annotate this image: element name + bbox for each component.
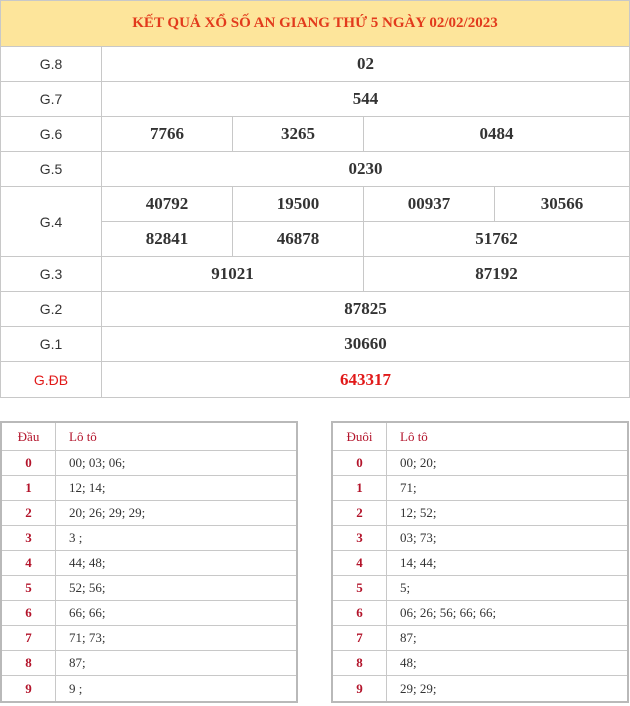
prize-number: 02: [357, 54, 374, 73]
loto-key: 5: [2, 576, 56, 600]
loto-key: 3: [2, 526, 56, 550]
loto-values: 87;: [400, 630, 417, 645]
loto-values: 5;: [400, 580, 411, 595]
prize-number: 87192: [475, 264, 518, 283]
loto-values: 9 ;: [69, 680, 83, 696]
loto-row: [333, 551, 627, 576]
prize-row-g1: [1, 327, 629, 362]
prize-row-g3: [1, 257, 629, 292]
loto-key: 6: [2, 601, 56, 625]
loto-header-val: Lô tô: [400, 428, 428, 444]
prize-row-special: [1, 362, 629, 397]
prize-name: G.3: [1, 257, 102, 291]
special-prize-number: 643317: [340, 369, 391, 389]
prize-number: 19500: [233, 187, 364, 221]
loto-key: 7: [2, 626, 56, 650]
loto-values: 71;: [400, 480, 417, 495]
loto-values: 12; 52;: [400, 505, 437, 520]
loto-header-row: [2, 423, 296, 451]
prize-number: 7766: [102, 117, 233, 151]
loto-row: [333, 451, 627, 476]
prize-row-g5: [1, 152, 629, 187]
loto-key: 4: [2, 551, 56, 575]
loto-key: 8: [2, 651, 56, 675]
loto-row: [333, 576, 627, 601]
loto-row: [333, 501, 627, 526]
prize-name: G.5: [1, 152, 102, 186]
results-title: KẾT QUẢ XỔ SỐ AN GIANG THỨ 5 NGÀY 02/02/2023: [1, 1, 629, 47]
prize-name: G.7: [1, 82, 102, 116]
loto-values: 3 ;: [69, 530, 83, 545]
loto-row: [2, 501, 296, 526]
loto-key: 6: [333, 601, 387, 625]
prize-row-g6: [1, 117, 629, 152]
loto-row: [2, 626, 296, 651]
prize-name: G.4: [1, 187, 102, 256]
loto-header-row: [333, 423, 627, 451]
loto-key: 3: [333, 526, 387, 550]
loto-values: 03; 73;: [400, 530, 437, 545]
prize-number: 30660: [344, 334, 387, 353]
loto-key: 8: [333, 651, 387, 675]
loto-values: 29; 29;: [400, 680, 437, 696]
prize-row-g7: [1, 82, 629, 117]
loto-key: 7: [333, 626, 387, 650]
loto-row: [2, 576, 296, 601]
loto-row: [2, 601, 296, 626]
loto-row: [2, 651, 296, 676]
prize-number: 3265: [233, 117, 364, 151]
prize-name: G.1: [1, 327, 102, 361]
loto-values: 52; 56;: [69, 580, 106, 595]
loto-header-key: Đuôi: [333, 423, 387, 450]
loto-values: 00; 20;: [400, 455, 437, 470]
loto-key: 4: [333, 551, 387, 575]
loto-key: 2: [2, 501, 56, 525]
loto-row: [2, 551, 296, 576]
prize-number: 00937: [364, 187, 495, 221]
prize-name: G.8: [1, 47, 102, 81]
prize-number: 87825: [344, 299, 387, 318]
prize-name-special: G.ĐB: [1, 362, 102, 397]
loto-row: [2, 676, 296, 701]
loto-row: [2, 451, 296, 476]
loto-values: 66; 66;: [69, 605, 106, 620]
loto-values: 48;: [400, 655, 417, 670]
loto-values: 71; 73;: [69, 630, 106, 645]
loto-row: [333, 626, 627, 651]
prize-row-g8: [1, 47, 629, 82]
loto-row: [333, 651, 627, 676]
prize-number: 51762: [475, 229, 518, 248]
loto-values: 87;: [69, 655, 86, 670]
prize-name: G.2: [1, 292, 102, 326]
loto-key: 5: [333, 576, 387, 600]
loto-dau-table: [0, 421, 298, 703]
prize-row-g4: [1, 187, 629, 257]
prize-number: 82841: [102, 222, 233, 256]
loto-header-key: Đầu: [2, 423, 56, 450]
prize-name: G.6: [1, 117, 102, 151]
prize-number: 91021: [102, 257, 364, 291]
loto-values: 12; 14;: [69, 480, 106, 495]
loto-key: 1: [2, 476, 56, 500]
loto-row: [2, 476, 296, 501]
loto-row: [2, 526, 296, 551]
loto-values: 00; 03; 06;: [69, 455, 126, 470]
prize-row-g2: [1, 292, 629, 327]
loto-header-val: Lô tô: [69, 428, 97, 444]
loto-values: 06; 26; 56; 66; 66;: [400, 605, 497, 620]
loto-key: 2: [333, 501, 387, 525]
loto-key: 9: [2, 676, 56, 701]
loto-row: [333, 676, 627, 701]
prize-number: 0230: [348, 159, 383, 178]
loto-key: 0: [2, 451, 56, 475]
loto-key: 1: [333, 476, 387, 500]
loto-duoi-table: [331, 421, 629, 703]
prize-number: 544: [352, 89, 379, 108]
loto-values: 20; 26; 29; 29;: [69, 505, 146, 520]
prize-number: 46878: [233, 222, 364, 256]
prize-number: 0484: [479, 124, 514, 143]
loto-key: 0: [333, 451, 387, 475]
loto-values: 14; 44;: [400, 555, 437, 570]
loto-row: [333, 601, 627, 626]
loto-row: [333, 526, 627, 551]
loto-key: 9: [333, 676, 387, 701]
loto-values: 44; 48;: [69, 555, 106, 570]
loto-row: [333, 476, 627, 501]
prize-number: 40792: [102, 187, 233, 221]
prize-number: 30566: [540, 194, 584, 213]
